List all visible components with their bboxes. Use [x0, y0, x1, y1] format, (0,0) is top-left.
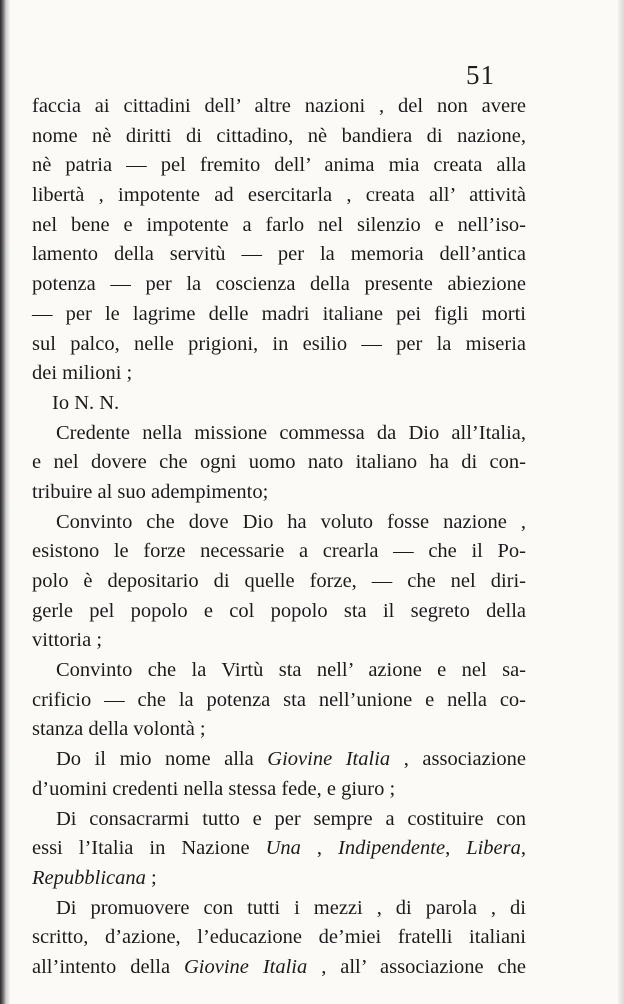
text-line: Convinto che dove Dio ha voluto fosse nazione ,	[56, 510, 526, 533]
text-line: Di consacrarmi tutto e per sempre a costituire con	[56, 807, 526, 830]
italic-text: Una	[265, 837, 301, 860]
italic-text: Libera	[466, 837, 521, 860]
italic-text: Giovine Italia	[267, 748, 391, 771]
text-line: vittoria ;	[32, 629, 103, 652]
italic-text: Repubblicana	[32, 866, 146, 889]
text-line: — per le lagrime delle madri italiane pei figli morti	[32, 302, 526, 325]
text-line: e nel dovere che ogni uomo nato italiano ha di con-	[32, 451, 526, 474]
text-line: nome nè diritti di cittadino, nè bandiera di nazione,	[32, 124, 526, 147]
text-line: potenza — per la coscienza della presente abiezione	[32, 273, 526, 296]
text-line: crificio — che la potenza sta nell’unione e nella co-	[32, 688, 526, 711]
body-text	[32, 92, 526, 983]
text-segment: Do il mio nome alla	[56, 748, 268, 771]
text-line: stanza della volontà ;	[32, 718, 206, 741]
text-line: Credente nella missione commessa da Dio all’Italia,	[56, 421, 526, 444]
text-line: d’uomini credenti nella stessa fede, e giuro ;	[32, 777, 396, 800]
text-line	[32, 834, 526, 864]
page-right-edge	[618, 0, 624, 1004]
text-segment: essi l’Italia in Nazione	[32, 837, 266, 860]
page-binding-edge	[0, 0, 10, 1004]
italic-text: Indipendente	[338, 837, 446, 860]
text-segment: ;	[145, 866, 157, 889]
text-line: gerle pel popolo e col popolo sta il segreto della	[32, 599, 526, 622]
text-line: polo è depositario di quelle forze, — che nel diri-	[32, 570, 526, 592]
text-line: esistono le forze necessarie a crearla — che il Po-	[32, 540, 526, 563]
text-segment: ,	[445, 837, 467, 860]
italic-text: Giovine Italia	[183, 955, 308, 978]
text-line	[32, 864, 526, 894]
text-line: libertà , impotente ad esercitarla , creata all’ attività	[32, 184, 526, 207]
text-segment: all’intento della	[32, 955, 184, 978]
page-number: 51	[466, 60, 495, 90]
text-line: Di promuovere con tutti i mezzi , di parola , di	[56, 896, 526, 919]
text-line: faccia ai cittadini dell’ altre nazioni , del non avere	[32, 95, 526, 117]
text-segment: ,	[520, 837, 526, 860]
text-line: scritto, d’azione, l’educazione de’miei fratelli italiani	[32, 926, 526, 949]
text-line: Io N. N.	[52, 391, 120, 414]
text-line	[32, 745, 526, 775]
text-segment: ,	[300, 837, 339, 860]
text-segment: , associazione	[390, 748, 526, 771]
text-line: dei milioni ;	[32, 362, 133, 385]
text-line: nel bene e impotente a farlo nel silenzio e nell’iso-	[32, 213, 526, 236]
text-segment: , all’ associazione che	[307, 955, 526, 978]
text-line: sul palco, nelle prigioni, in esilio — per la miseria	[32, 332, 526, 355]
text-line: tribuire al suo adempimento;	[32, 480, 269, 503]
text-line: Convinto che la Virtù sta nell’ azione e nel sa-	[56, 659, 526, 682]
text-line: nè patria — pel fremito dell’ anima mia creata alla	[32, 154, 526, 177]
text-line: lamento della servitù — per la memoria dell’antica	[32, 243, 526, 266]
text-line	[32, 953, 526, 983]
